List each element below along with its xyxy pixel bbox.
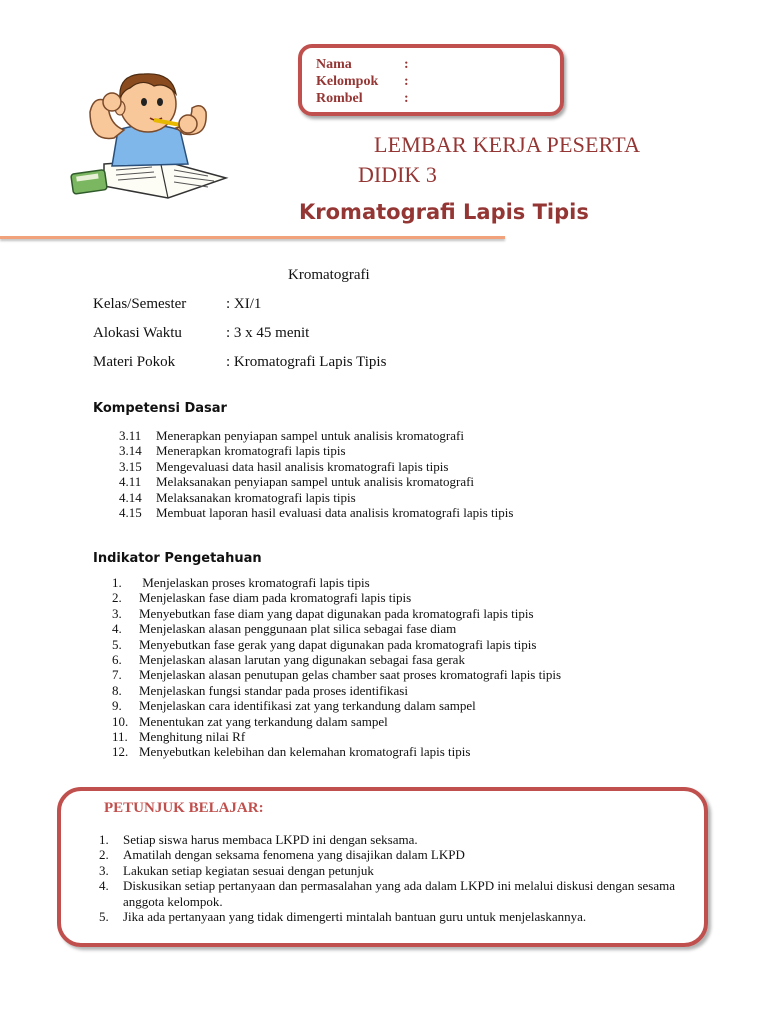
item-text: Menjelaskan alasan penggunaan plat silica sebagai fase diam xyxy=(139,621,457,637)
item-number: 3.14 xyxy=(119,443,142,459)
item-number: 3.15 xyxy=(119,458,142,474)
item-text: Menjelaskan cara identifikasi zat yang terkandung dalam sampel xyxy=(139,698,476,714)
page-subtitle: Kromatografi Lapis Tipis xyxy=(299,200,589,224)
identity-row-kelompok xyxy=(316,73,409,90)
item-number: 2. xyxy=(99,847,109,863)
item-text: Menyebutkan fase gerak yang dapat digunakan pada kromatografi lapis tipis xyxy=(139,636,537,652)
info-row-alokasi xyxy=(93,325,309,342)
identity-row-nama xyxy=(316,56,409,73)
item-text: Menerapkan kromatografi lapis tipis xyxy=(156,443,346,459)
item-number: 7. xyxy=(112,667,122,683)
item-number: 5. xyxy=(112,636,122,652)
list-item xyxy=(119,490,513,505)
petunjuk-title: PETUNJUK BELAJAR: xyxy=(104,800,264,816)
identity-label: Nama xyxy=(316,57,352,72)
item-text: Menentukan zat yang terkandung dalam sampel xyxy=(139,713,388,729)
list-item xyxy=(112,729,561,744)
identity-sep: : xyxy=(404,74,409,89)
item-number: 3. xyxy=(99,862,109,878)
item-text: Diskusikan setiap pertanyaan dan permasalahan yang ada dalam LKPD ini melalui diskusi dengan sesama anggota kelompok. xyxy=(123,878,675,909)
info-value: : Kromatografi Lapis Tipis xyxy=(226,354,387,370)
petunjuk-list xyxy=(99,832,689,924)
item-number: 8. xyxy=(112,682,122,698)
item-number: 4.15 xyxy=(119,505,142,521)
info-key: Alokasi Waktu xyxy=(93,325,182,341)
item-number: 4.14 xyxy=(119,489,142,505)
list-item xyxy=(112,637,561,652)
page-title-line1: LEMBAR KERJA PESERTA xyxy=(374,132,641,157)
info-value: : 3 x 45 menit xyxy=(226,325,310,341)
header-divider xyxy=(0,236,505,239)
item-number: 1. xyxy=(99,832,109,847)
item-text: Melaksanakan kromatografi lapis tipis xyxy=(156,489,356,505)
item-text: Menyebutkan kelebihan dan kelemahan kromatografi lapis tipis xyxy=(139,744,471,760)
item-number: 9. xyxy=(112,698,122,714)
list-item xyxy=(99,863,689,878)
indikator-title: Indikator Pengetahuan xyxy=(93,551,262,566)
item-text: Menyebutkan fase diam yang dapat digunakan pada kromatografi lapis tipis xyxy=(139,605,534,621)
info-row-materi xyxy=(93,354,386,371)
item-text: Membuat laporan hasil evaluasi data analisis kromatografi lapis tipis xyxy=(156,505,514,521)
list-item xyxy=(112,683,561,698)
list-item xyxy=(119,474,513,489)
list-item xyxy=(99,878,689,909)
kompetensi-title: Kompetensi Dasar xyxy=(93,401,227,416)
item-number: 5. xyxy=(99,909,109,925)
list-item xyxy=(99,847,689,862)
list-item xyxy=(112,652,561,667)
item-text: Amatilah dengan seksama fenomena yang disajikan dalam LKPD xyxy=(123,847,465,863)
item-text: Menghitung nilai Rf xyxy=(139,729,246,745)
list-item xyxy=(99,832,689,847)
identity-sep: : xyxy=(404,91,409,106)
list-item xyxy=(119,443,513,458)
list-item xyxy=(119,428,513,443)
list-item xyxy=(112,621,561,636)
identity-sep: : xyxy=(404,57,409,72)
list-item xyxy=(119,459,513,474)
list-item xyxy=(112,606,561,621)
item-number: 4.11 xyxy=(119,474,142,490)
item-number: 12. xyxy=(112,744,129,760)
item-number: 4. xyxy=(99,878,109,894)
list-item xyxy=(99,909,689,924)
item-number: 11. xyxy=(112,729,128,745)
item-text: Menjelaskan fase diam pada kromatografi lapis tipis xyxy=(139,590,412,606)
item-number: 1. xyxy=(112,575,122,590)
info-key: Materi Pokok xyxy=(93,354,176,370)
list-item xyxy=(119,505,513,520)
identity-label: Kelompok xyxy=(316,74,379,89)
identity-row-rombel xyxy=(316,90,409,107)
info-row-kelas xyxy=(93,296,261,313)
item-text: Mengevaluasi data hasil analisis kromatografi lapis tipis xyxy=(156,458,449,474)
identity-label: Rombel xyxy=(316,91,363,106)
item-number: 6. xyxy=(112,652,122,668)
topic-heading: Kromatografi xyxy=(288,267,370,283)
item-text: Menjelaskan alasan larutan yang digunakan sebagai fasa gerak xyxy=(139,652,465,668)
list-item xyxy=(112,590,561,605)
item-text: Menjelaskan proses kromatografi lapis tipis xyxy=(139,575,370,590)
item-text: Setiap siswa harus membaca LKPD ini dengan seksama. xyxy=(123,832,418,847)
kompetensi-list xyxy=(119,428,513,520)
info-key: Kelas/Semester xyxy=(93,296,187,312)
item-text: Lakukan setiap kegiatan sesuai dengan petunjuk xyxy=(123,862,374,878)
item-number: 4. xyxy=(112,621,122,637)
item-text: Menerapkan penyiapan sampel untuk analisis kromatografi xyxy=(156,428,464,443)
item-number: 3. xyxy=(112,605,122,621)
item-number: 10. xyxy=(112,713,129,729)
list-item xyxy=(112,744,561,759)
page-title-line2: DIDIK 3 xyxy=(358,162,437,187)
identity-box xyxy=(298,44,564,116)
indikator-list xyxy=(112,575,561,760)
info-value: : XI/1 xyxy=(226,296,262,312)
list-item xyxy=(112,714,561,729)
item-text: Jika ada pertanyaan yang tidak dimengerti mintalah bantuan guru untuk menjelaskannya. xyxy=(123,909,587,925)
item-number: 3.11 xyxy=(119,428,142,443)
item-text: Menjelaskan alasan penutupan gelas chamber saat proses kromatografi lapis tipis xyxy=(139,667,562,683)
list-item xyxy=(112,575,561,590)
item-text: Menjelaskan fungsi standar pada proses identifikasi xyxy=(139,682,408,698)
item-number: 2. xyxy=(112,590,122,606)
student-studying-icon xyxy=(68,68,230,202)
item-text: Melaksanakan penyiapan sampel untuk analisis kromatografi xyxy=(156,474,475,490)
list-item xyxy=(112,667,561,682)
list-item xyxy=(112,698,561,713)
